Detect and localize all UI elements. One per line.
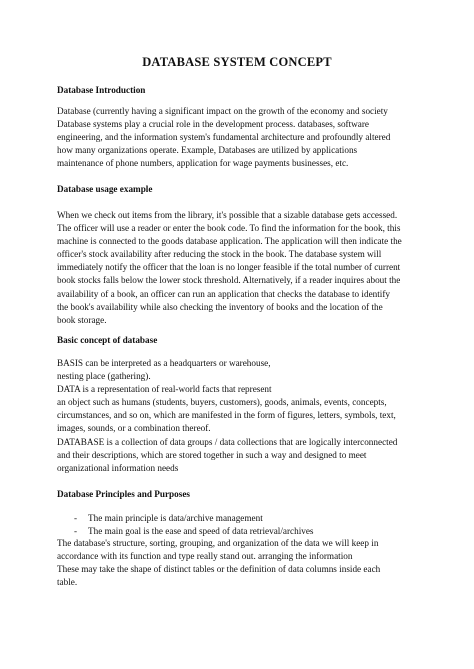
text-line: Database systems play a crucial role in the development process. databases, software <box>57 119 370 130</box>
heading-database-usage-example: Database usage example <box>57 184 153 194</box>
bullet-item <box>74 526 314 536</box>
text-line: maintenance of phone numbers, application for wage payments businesses, etc. <box>57 158 349 169</box>
paragraph-principles-and-purposes <box>57 537 429 589</box>
text-line: book storage. <box>57 314 107 325</box>
bullet-text: The main principle is data/archive management <box>88 513 263 523</box>
heading-principles-and-purposes: Database Principles and Purposes <box>57 489 190 499</box>
bullet-item <box>74 513 263 523</box>
text-line: book stocks falls below the lower stock threshold. Alternatively, if a reader inquires about the <box>57 275 401 286</box>
paragraph-database-usage-example <box>57 209 429 327</box>
text-line: The officer will use a reader or enter the book code. To find the information for the book, this <box>57 223 401 234</box>
text-line: organizational information needs <box>57 462 179 473</box>
heading-basic-concept: Basic concept of database <box>57 335 158 345</box>
text-line: engineering, and the information system's fundamental architecture and profoundly altered <box>57 132 391 143</box>
text-line: and their descriptions, which are stored together in such a way and designed to meet <box>57 449 367 460</box>
text-line: BASIS can be interpreted as a headquarters or warehouse, <box>57 358 271 368</box>
text-line: immediately notify the officer that the loan is no longer feasible if the total number of current <box>57 262 401 273</box>
text-line: accordance with its function and type really stand out. arranging the information <box>57 551 353 562</box>
document-title: DATABASE SYSTEM CONCEPT <box>142 55 332 69</box>
text-line: DATA is a representation of real-world facts that represent <box>57 384 272 395</box>
paragraph-basic-concept <box>57 357 429 475</box>
text-line: officer's stock availability after reducing the stock in the book. The database system will <box>57 249 382 260</box>
text-line: machine is connected to the goods database application. The application will then indicate the <box>57 236 402 247</box>
text-line: When we check out items from the library, it's possible that a sizable database gets accessed. <box>57 210 398 220</box>
text-line: Database (currently having a significant impact on the growth of the economy and society <box>57 106 388 116</box>
bullet-text: The main goal is the ease and speed of data retrieval/archives <box>88 526 314 536</box>
paragraph-database-introduction <box>57 105 429 170</box>
heading-database-introduction: Database Introduction <box>57 85 146 95</box>
text-line: nesting place (gathering). <box>57 371 151 382</box>
bullet-marker: - <box>74 513 78 523</box>
text-line: table. <box>57 577 78 588</box>
text-line: the book's availability while also checking the inventory of books and the location of the <box>57 301 383 312</box>
text-line: These may take the shape of distinct tables or the definition of data columns inside each <box>57 564 381 575</box>
text-line: images, sounds, or a combination thereof. <box>57 423 211 434</box>
text-line: DATABASE is a collection of data groups / data collections that are logically interconnected <box>57 436 398 447</box>
text-line: how many organizations operate. Example, Databases are utilized by applications <box>57 145 358 156</box>
bullet-marker: - <box>74 526 78 536</box>
text-line: The database's structure, sorting, grouping, and organization of the data we will keep in <box>57 538 379 548</box>
text-line: circumstances, and so on, which are manifested in the form of figures, letters, symbols, text, <box>57 410 396 421</box>
text-line: an object such as humans (students, buyers, customers), goods, animals, events, concepts, <box>57 397 387 408</box>
text-line: availability of a book, an officer can run an application that checks the database to identify <box>57 288 391 299</box>
